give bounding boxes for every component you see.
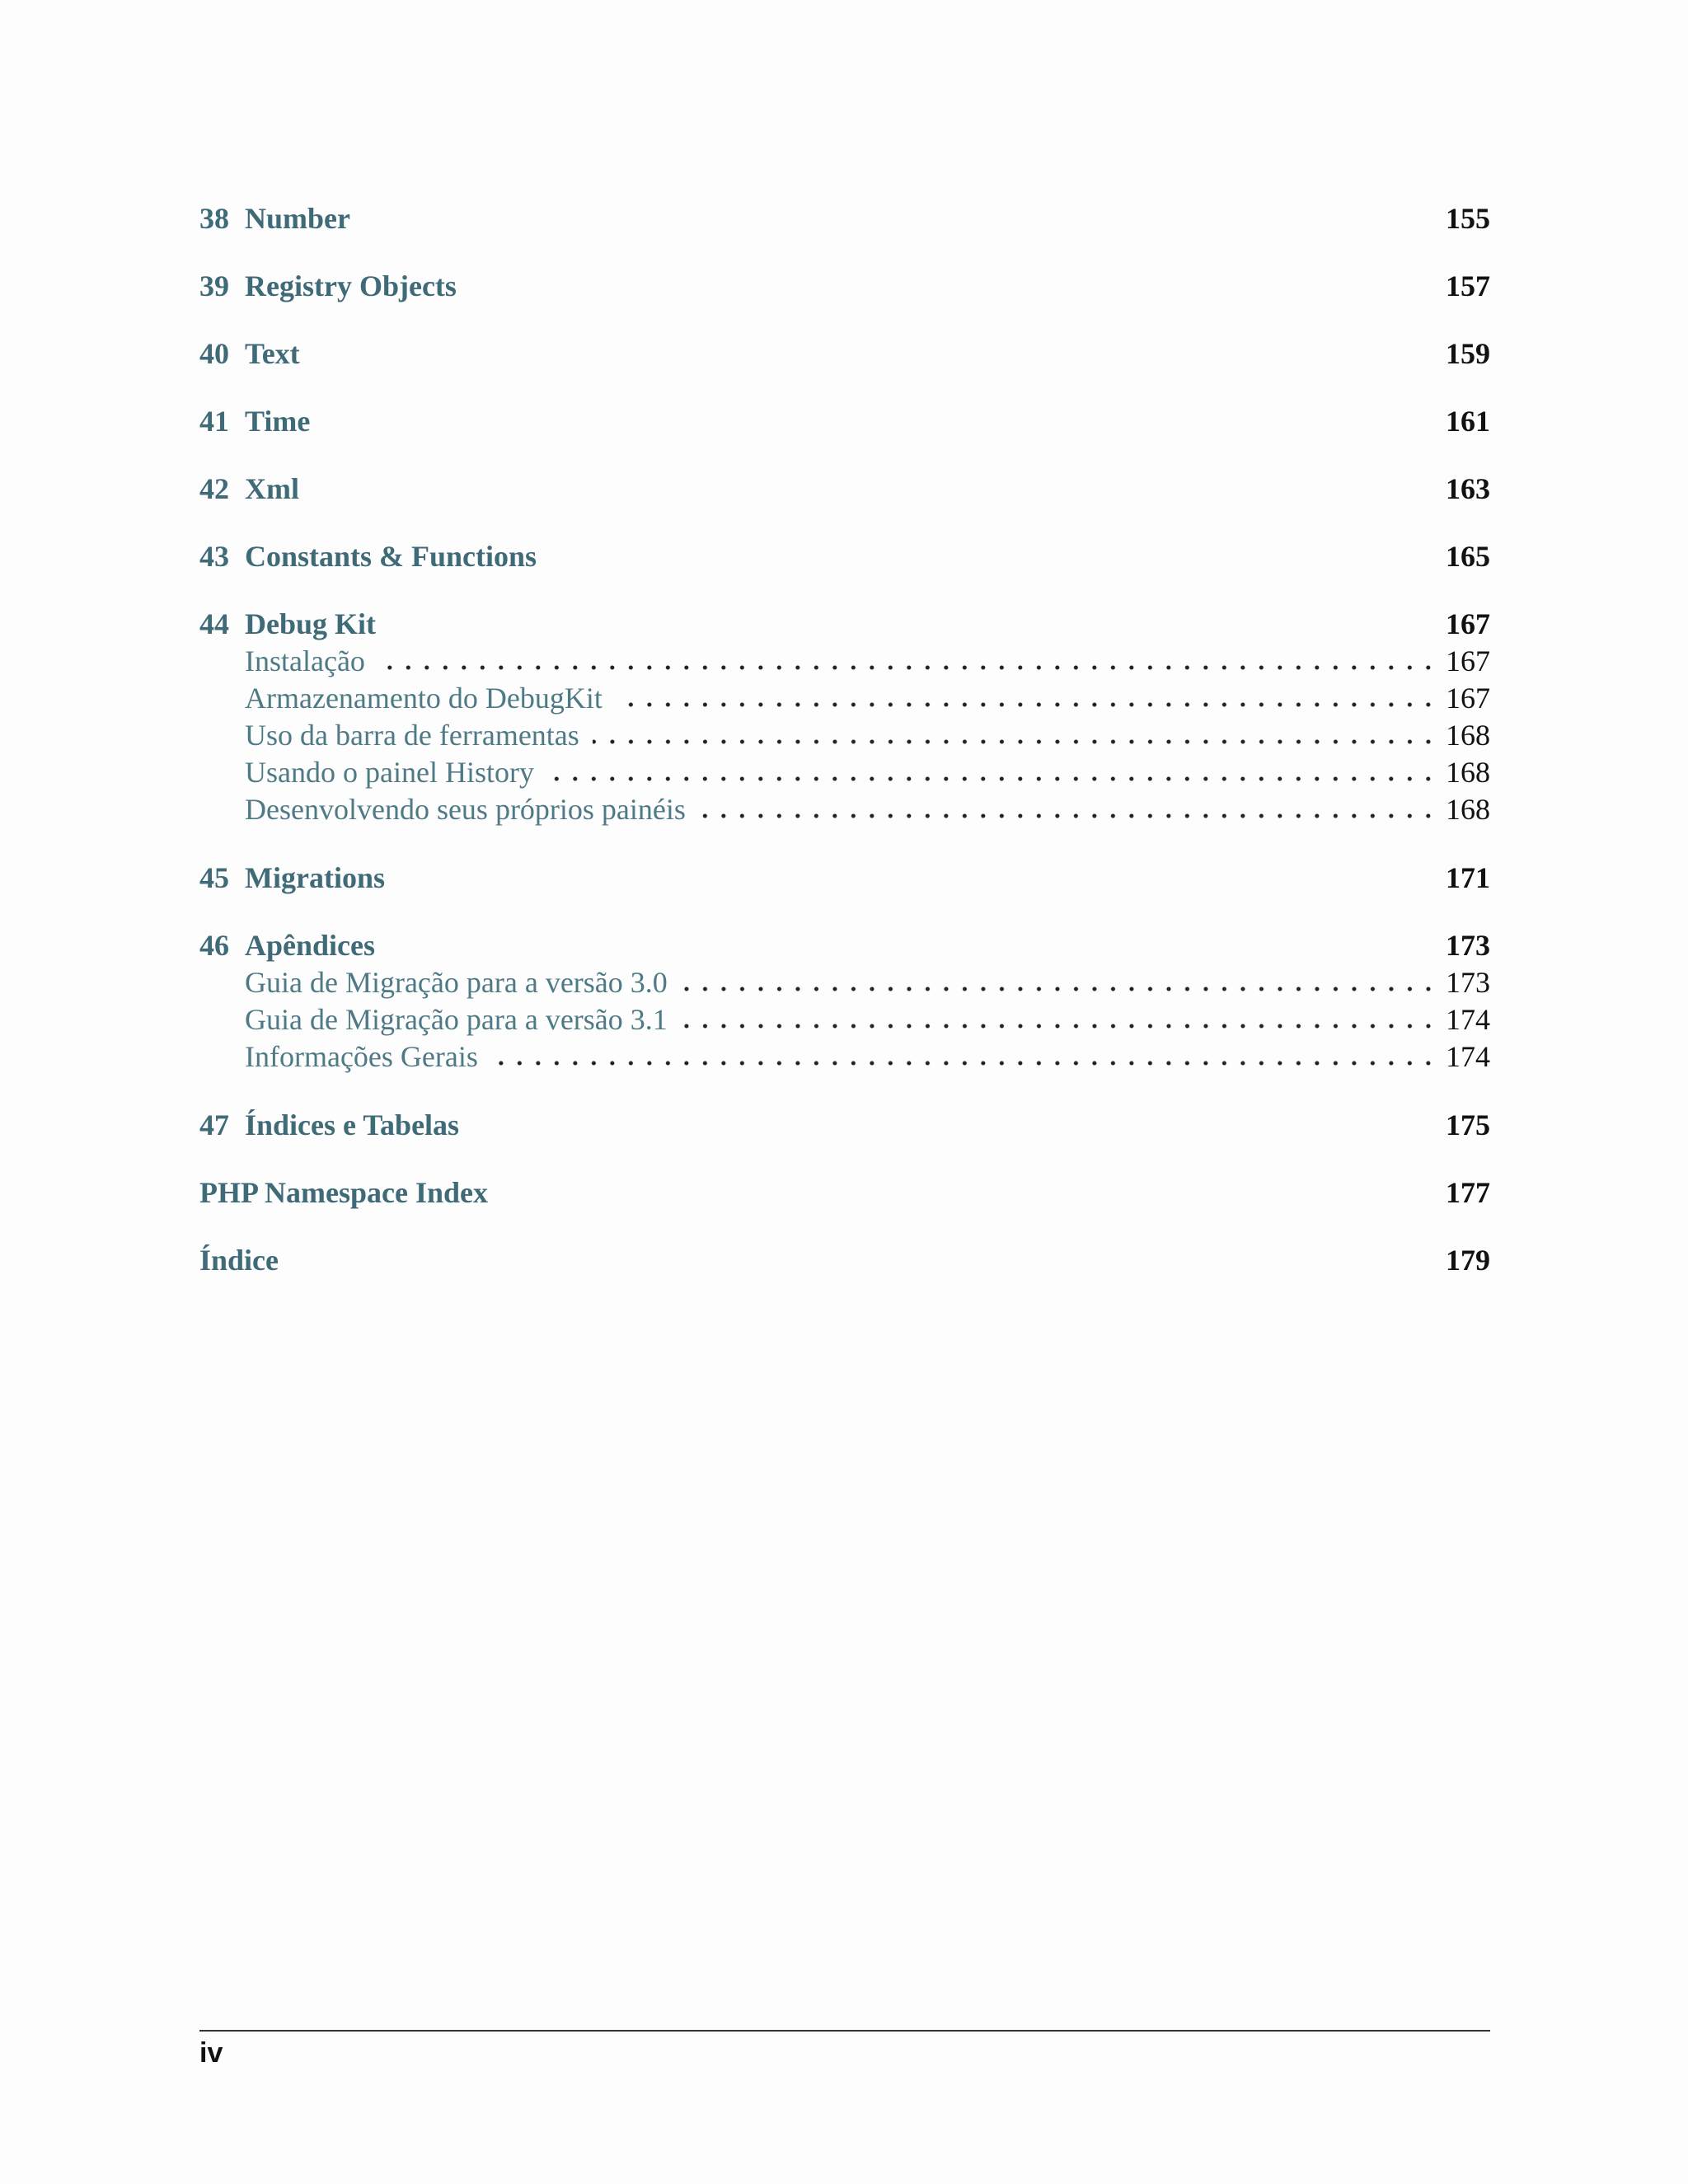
toc-title-text: Migrations — [245, 861, 385, 894]
toc-chapter-number-label: 38 — [199, 202, 229, 235]
toc-chapter-title[interactable] — [199, 404, 310, 438]
toc-chapter-text[interactable] — [199, 333, 1490, 374]
toc-section-guia-migracao-3-0[interactable] — [199, 964, 1490, 1001]
toc-chapter-indices-tabelas[interactable] — [199, 1104, 1490, 1146]
toc-chapter-number-label: 46 — [199, 929, 229, 962]
dot-leader — [491, 1038, 1437, 1075]
footer-divider — [199, 2030, 1490, 2032]
toc-chapter-title[interactable]: Índice — [199, 1244, 279, 1277]
toc-page-number: 174 — [1446, 1040, 1490, 1073]
toc-chapter-title[interactable] — [199, 269, 457, 303]
toc-section-title[interactable]: Informações Gerais — [245, 1040, 478, 1073]
dot-leader — [681, 1001, 1437, 1038]
toc-page-number: 159 — [1446, 337, 1490, 370]
dot-leader — [681, 964, 1437, 1001]
toc-title-text: Debug Kit — [245, 607, 377, 640]
toc-chapter-number-label: 45 — [199, 861, 229, 894]
toc-page-number: 171 — [1446, 861, 1490, 894]
toc-chapter-title[interactable] — [199, 471, 299, 506]
toc-chapter-number-label: 47 — [199, 1108, 229, 1141]
toc-section-instalacao[interactable] — [199, 643, 1490, 679]
dot-leader — [699, 791, 1437, 827]
toc-title-text: Xml — [245, 472, 299, 505]
toc-chapter-number[interactable] — [199, 198, 1490, 239]
toc-title-text: Text — [245, 337, 300, 370]
toc-page-number: 165 — [1446, 540, 1490, 573]
toc-chapter-title[interactable] — [199, 860, 385, 895]
toc-chapter-title[interactable] — [199, 201, 350, 236]
toc-page-number: 163 — [1446, 472, 1490, 505]
toc-title-text: Number — [245, 202, 350, 235]
toc-section-informacoes-gerais[interactable] — [199, 1038, 1490, 1075]
toc-page-number: 175 — [1446, 1108, 1490, 1141]
toc-section-title[interactable]: Guia de Migração para a versão 3.0 — [245, 966, 668, 999]
toc-page-number: 167 — [1446, 682, 1490, 715]
toc-chapter-title[interactable] — [199, 928, 375, 963]
toc-chapter-constants-functions[interactable] — [199, 536, 1490, 577]
toc-page-number: 155 — [1446, 202, 1490, 235]
dot-leader — [593, 717, 1437, 753]
toc-section-title[interactable]: Instalação — [245, 644, 365, 677]
table-of-contents — [199, 0, 1490, 2184]
toc-chapter-time[interactable] — [199, 401, 1490, 442]
toc-chapter-title[interactable] — [199, 539, 537, 574]
toc-chapter-number-label: 43 — [199, 540, 229, 573]
toc-section-title[interactable]: Usando o painel History — [245, 756, 534, 789]
toc-title-text: Apêndices — [245, 929, 376, 962]
toc-section-title[interactable]: Desenvolvendo seus próprios painéis — [245, 793, 686, 826]
toc-title-text: Time — [245, 405, 311, 438]
toc-chapter-php-namespace-index[interactable] — [199, 1172, 1490, 1213]
toc-title-text: Índices e Tabelas — [245, 1108, 460, 1141]
toc-chapter-title[interactable] — [199, 1108, 459, 1142]
dot-leader — [547, 754, 1437, 790]
toc-section-title[interactable]: Armazenamento do DebugKit — [245, 682, 603, 715]
toc-section-title[interactable]: Guia de Migração para a versão 3.1 — [245, 1003, 668, 1036]
toc-page-number: 168 — [1446, 756, 1490, 789]
footer-page-number: iv — [199, 2037, 223, 2069]
toc-chapter-title[interactable] — [199, 607, 376, 641]
toc-page-number: 157 — [1446, 269, 1490, 302]
toc-chapter-indice[interactable] — [199, 1240, 1490, 1281]
toc-page-number: 174 — [1446, 1003, 1490, 1036]
toc-section-armazenamento-debugkit[interactable] — [199, 680, 1490, 716]
toc-chapter-xml[interactable] — [199, 468, 1490, 509]
dot-leader — [378, 643, 1437, 679]
toc-title-text: Registry Objects — [245, 269, 457, 302]
toc-chapter-title[interactable] — [199, 336, 300, 371]
toc-chapter-title[interactable]: PHP Namespace Index — [199, 1176, 488, 1209]
toc-chapter-number-label: 40 — [199, 337, 229, 370]
toc-chapter-debug-kit[interactable] — [199, 603, 1490, 644]
dot-leader — [616, 680, 1437, 716]
toc-page-number: 167 — [1446, 644, 1490, 677]
toc-page-number: 168 — [1446, 719, 1490, 752]
toc-chapter-number-label: 44 — [199, 607, 229, 640]
toc-page-number: 161 — [1446, 405, 1490, 438]
toc-section-painel-history[interactable] — [199, 754, 1490, 790]
toc-page-number: 167 — [1446, 607, 1490, 640]
toc-chapter-apendices[interactable] — [199, 925, 1490, 966]
toc-chapter-migrations[interactable] — [199, 857, 1490, 898]
toc-chapter-number-label: 41 — [199, 405, 229, 438]
toc-section-proprios-paineis[interactable] — [199, 791, 1490, 827]
toc-chapter-number-label: 39 — [199, 269, 229, 302]
toc-section-uso-barra-ferramentas[interactable] — [199, 717, 1490, 753]
toc-chapter-number-label: 42 — [199, 472, 229, 505]
toc-page-number: 173 — [1446, 966, 1490, 999]
toc-page-number: 168 — [1446, 793, 1490, 826]
toc-chapter-registry-objects[interactable] — [199, 265, 1490, 307]
toc-page-number: 179 — [1446, 1244, 1490, 1277]
toc-section-guia-migracao-3-1[interactable] — [199, 1001, 1490, 1038]
toc-page-number: 177 — [1446, 1176, 1490, 1209]
toc-title-text: Constants & Functions — [245, 540, 537, 573]
toc-section-title[interactable]: Uso da barra de ferramentas — [245, 719, 579, 752]
toc-page-number: 173 — [1446, 929, 1490, 962]
